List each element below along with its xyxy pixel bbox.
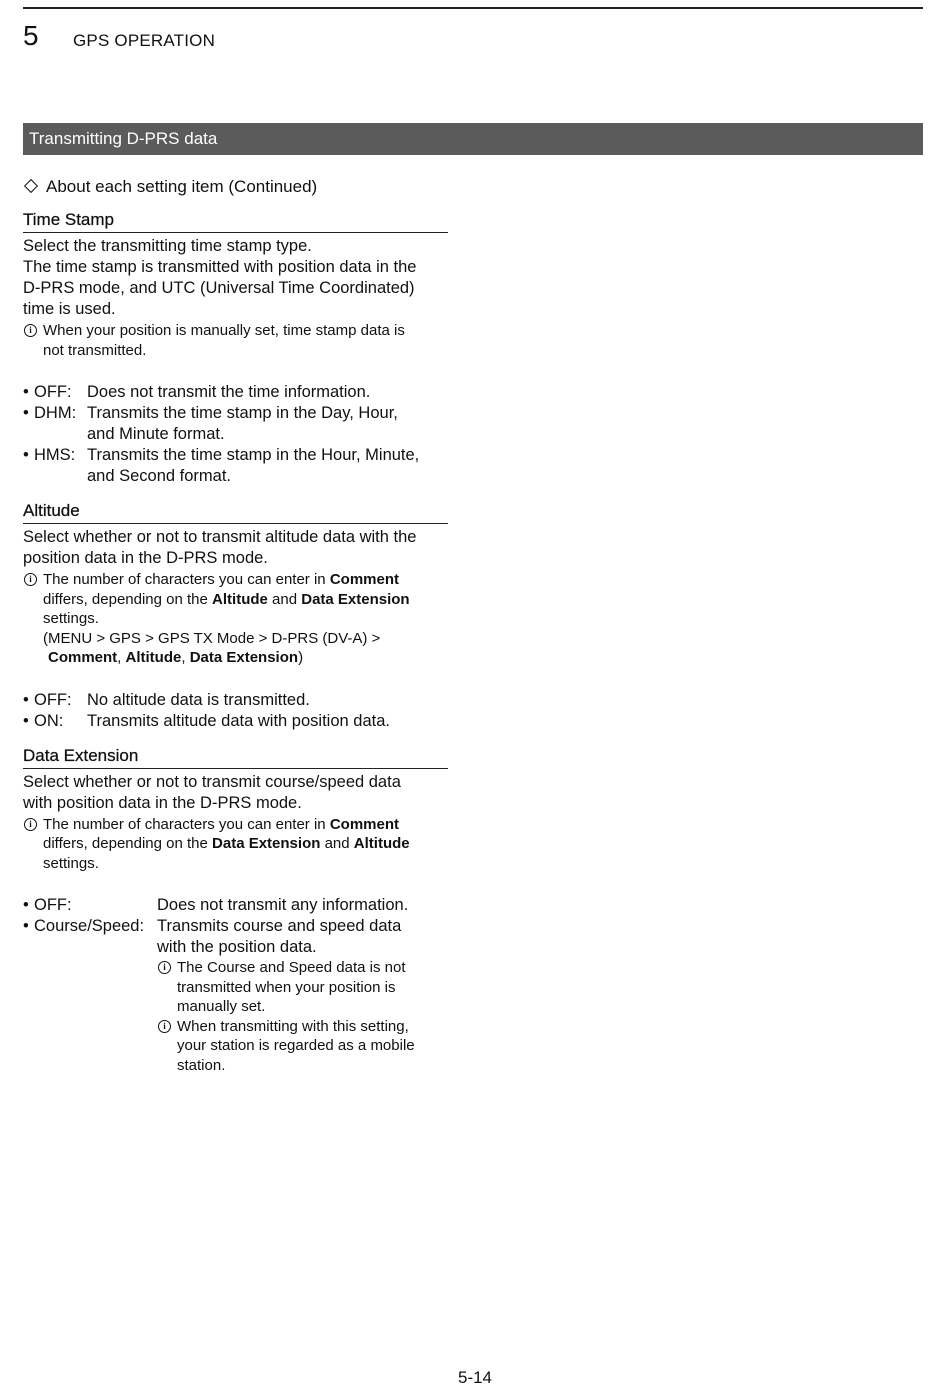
- note-line: manually set.: [177, 998, 266, 1015]
- option-desc: with the position data.: [157, 938, 317, 956]
- data-extension-title: Data Extension: [23, 745, 448, 769]
- info-icon: i: [158, 961, 171, 974]
- body-line: The time stamp is transmitted with position data in the: [23, 258, 417, 276]
- option-row: [23, 382, 448, 403]
- option-row: [23, 711, 448, 732]
- note-line: settings.: [43, 610, 99, 627]
- note-text: The number of characters you can enter in: [43, 571, 330, 588]
- note-bold: Altitude: [353, 835, 410, 852]
- option-key: OFF:: [34, 383, 72, 401]
- note-text: and: [320, 835, 354, 852]
- bullet: •: [23, 446, 29, 464]
- note-text: ): [298, 649, 304, 666]
- data-extension-body: [23, 772, 448, 814]
- note-bold: Comment: [48, 649, 118, 666]
- note-bold: Data Extension: [189, 649, 299, 666]
- subheading-text: About each setting item (Continued): [46, 177, 318, 196]
- altitude-body: [23, 527, 448, 569]
- option-row: [23, 895, 448, 916]
- page-number: 5-14: [457, 1368, 493, 1387]
- option-desc: No altitude data is transmitted.: [87, 690, 310, 709]
- note-bold: Comment: [329, 815, 399, 833]
- option-desc: and Minute format.: [87, 425, 225, 443]
- note-bold: Altitude: [212, 590, 268, 608]
- note-line: The Course and Speed data is not: [177, 959, 406, 976]
- time-stamp-note: [23, 321, 448, 360]
- diamond-icon: [24, 179, 38, 193]
- option-row: [23, 445, 448, 487]
- note-text: differs, depending on the: [43, 835, 213, 852]
- bullet: •: [23, 896, 29, 914]
- option-desc: Transmits the time stamp in the Hour, Minute,: [87, 446, 420, 464]
- bullet: •: [23, 917, 29, 935]
- info-icon: i: [24, 818, 37, 831]
- note-text: and: [267, 590, 302, 608]
- altitude-title: Altitude: [23, 500, 448, 524]
- time-stamp-body: [23, 236, 448, 320]
- sub-note: [157, 1017, 448, 1076]
- option-row: [23, 916, 448, 1075]
- option-key: HMS:: [34, 446, 76, 464]
- content-column: [23, 174, 448, 1075]
- bullet: •: [23, 404, 29, 422]
- body-line: time is used.: [23, 300, 116, 318]
- note-bold: Data Extension: [301, 590, 410, 608]
- body-line: Select the transmitting time stamp type.: [23, 237, 312, 255]
- note-text: differs, depending on the: [43, 590, 213, 608]
- info-icon: i: [24, 573, 37, 586]
- body-line: Select whether or not to transmit altitude data with the: [23, 528, 417, 546]
- option-key: OFF:: [34, 690, 72, 709]
- note-text: ,: [117, 649, 126, 666]
- note-line: station.: [177, 1056, 226, 1074]
- option-key: DHM:: [34, 404, 77, 422]
- note-line: your station is regarded as a mobile: [177, 1037, 415, 1054]
- sub-note: [157, 958, 448, 1017]
- chapter-title: GPS OPERATION: [73, 31, 216, 50]
- note-bold: Comment: [329, 571, 399, 588]
- note-line: transmitted when your position is: [177, 978, 396, 996]
- body-line: D-PRS mode, and UTC (Universal Time Coordinated): [23, 279, 415, 297]
- note-line: When your position is manually set, time stamp data is: [43, 322, 405, 339]
- option-key: ON:: [34, 711, 64, 730]
- option-row: [23, 403, 448, 445]
- note-text: The number of characters you can enter in: [43, 815, 330, 833]
- body-line: Select whether or not to transmit course/speed data: [23, 772, 401, 791]
- option-row: [23, 690, 448, 711]
- bullet: •: [23, 711, 29, 730]
- option-key: OFF:: [34, 896, 72, 914]
- option-desc: Transmits the time stamp in the Day, Hour,: [87, 404, 398, 422]
- section-title-bar: Transmitting D-PRS data: [23, 123, 923, 155]
- info-icon: i: [158, 1020, 171, 1033]
- note-line: not transmitted.: [43, 341, 147, 359]
- bullet: •: [23, 690, 29, 709]
- note-line: When transmitting with this setting,: [177, 1017, 409, 1035]
- menu-path: (MENU > GPS > GPS TX Mode > D-PRS (DV-A) >: [43, 629, 381, 647]
- info-icon: i: [24, 324, 37, 337]
- note-bold: Data Extension: [212, 835, 321, 852]
- bullet: •: [23, 383, 29, 401]
- option-key: Course/Speed:: [34, 917, 145, 935]
- data-extension-note: [23, 815, 448, 874]
- note-text: ,: [181, 649, 190, 666]
- body-line: with position data in the D-PRS mode.: [23, 793, 302, 812]
- altitude-note: [23, 570, 448, 668]
- option-desc: Transmits course and speed data: [157, 917, 402, 935]
- top-rule: [23, 7, 923, 9]
- body-line: position data in the D-PRS mode.: [23, 549, 268, 567]
- option-desc: Does not transmit the time information.: [87, 383, 371, 401]
- note-line: settings.: [43, 854, 99, 872]
- option-desc: Transmits altitude data with position data.: [87, 711, 390, 730]
- note-bold: Altitude: [125, 649, 182, 666]
- option-desc: Does not transmit any information.: [157, 896, 409, 914]
- chapter-number: 5: [23, 20, 39, 51]
- time-stamp-title: Time Stamp: [23, 209, 448, 233]
- subheading: [23, 174, 448, 200]
- option-desc: and Second format.: [87, 467, 232, 485]
